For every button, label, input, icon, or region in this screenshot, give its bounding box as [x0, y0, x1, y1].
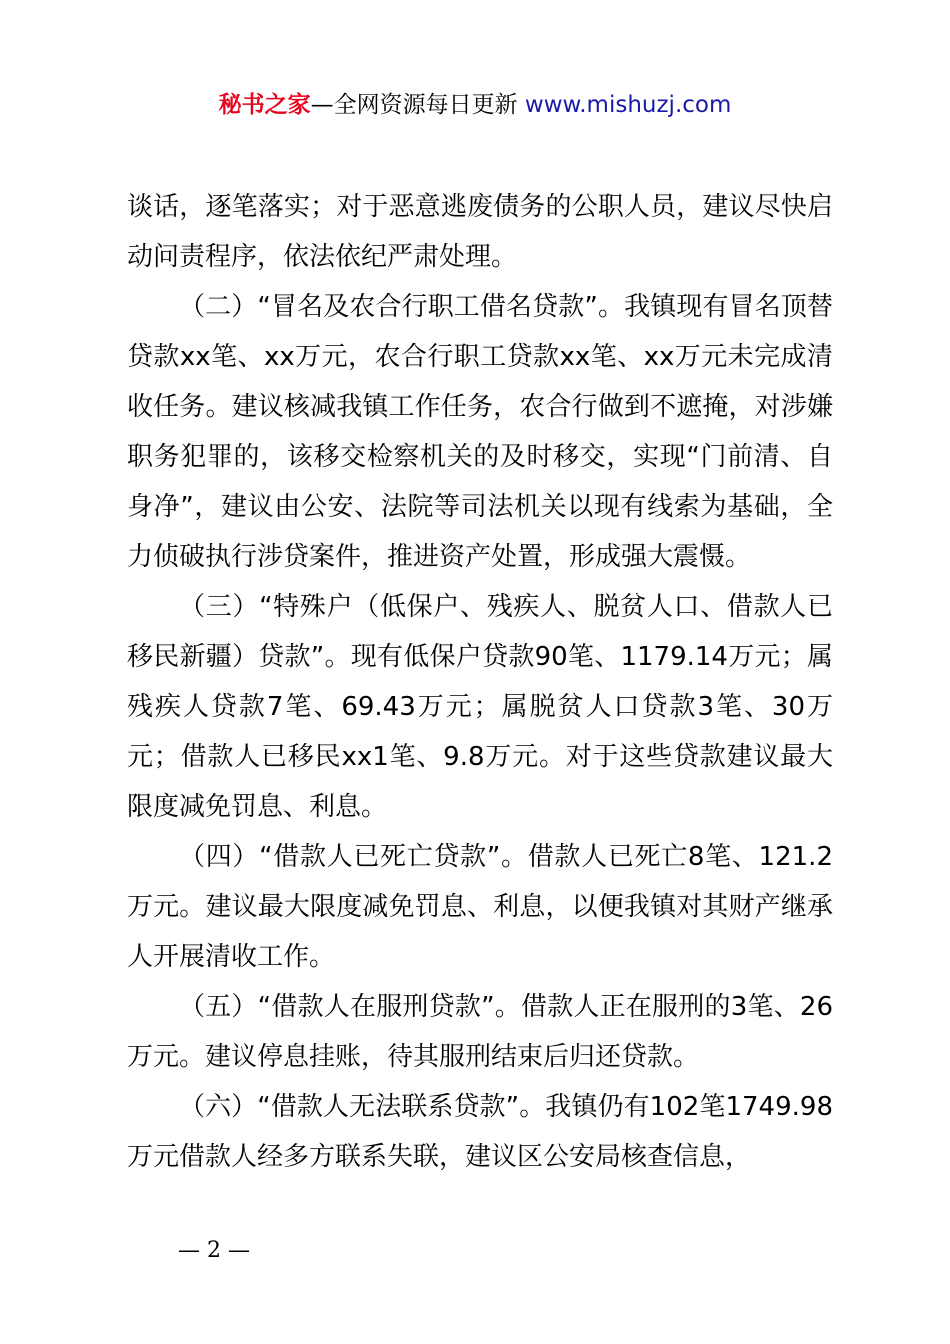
- site-url[interactable]: www.mishuzj.com: [524, 92, 732, 118]
- paragraph-section-6: （六）“借款人无法联系贷款”。我镇仍有102笔1749.98万元借款人经多方联系失联，建议区公安局核查信息，: [127, 1092, 833, 1172]
- site-header: [0, 88, 950, 122]
- document-body: [127, 182, 833, 1182]
- brand-name: 秘书之家: [218, 92, 311, 118]
- paragraph-continuation: 谈话，逐笔落实；对于恶意逃废债务的公职人员，建议尽快启动问责程序，依法依纪严肃处理。: [127, 192, 833, 272]
- paragraph-section-4: （四）“借款人已死亡贷款”。借款人已死亡8笔、121.2万元。建议最大限度减免罚息、利息，以便我镇对其财产继承人开展清收工作。: [127, 842, 833, 972]
- paragraph-section-3: （三）“特殊户（低保户、残疾人、脱贫人口、借款人已移民新疆）贷款”。现有低保户贷款90笔、1179.14万元；属残疾人贷款7笔、69.43万元；属脱贫人口贷款3笔、30万元；借款人已移民xx1笔、9.8万元。对于这些贷款建议最大限度减免罚息、利息。: [127, 592, 833, 822]
- paragraph-section-5: （五）“借款人在服刑贷款”。借款人正在服刑的3笔、26万元。建议停息挂账，待其服刑结束后归还贷款。: [127, 992, 833, 1072]
- page-number: — 2 —: [178, 1238, 250, 1263]
- paragraph-section-2: （二）“冒名及农合行职工借名贷款”。我镇现有冒名顶替贷款xx笔、xx万元，农合行职工贷款xx笔、xx万元未完成清收任务。建议核减我镇工作任务，农合行做到不遮掩，对涉嫌职务犯罪的，该移交检察机关的及时移交，实现“门前清、自身净”，建议由公安、法院等司法机关以现有线索为基础，全力侦破执行涉贷案件，推进资产处置，形成强大震慑。: [127, 292, 833, 572]
- header-tagline: —全网资源每日更新: [310, 92, 525, 118]
